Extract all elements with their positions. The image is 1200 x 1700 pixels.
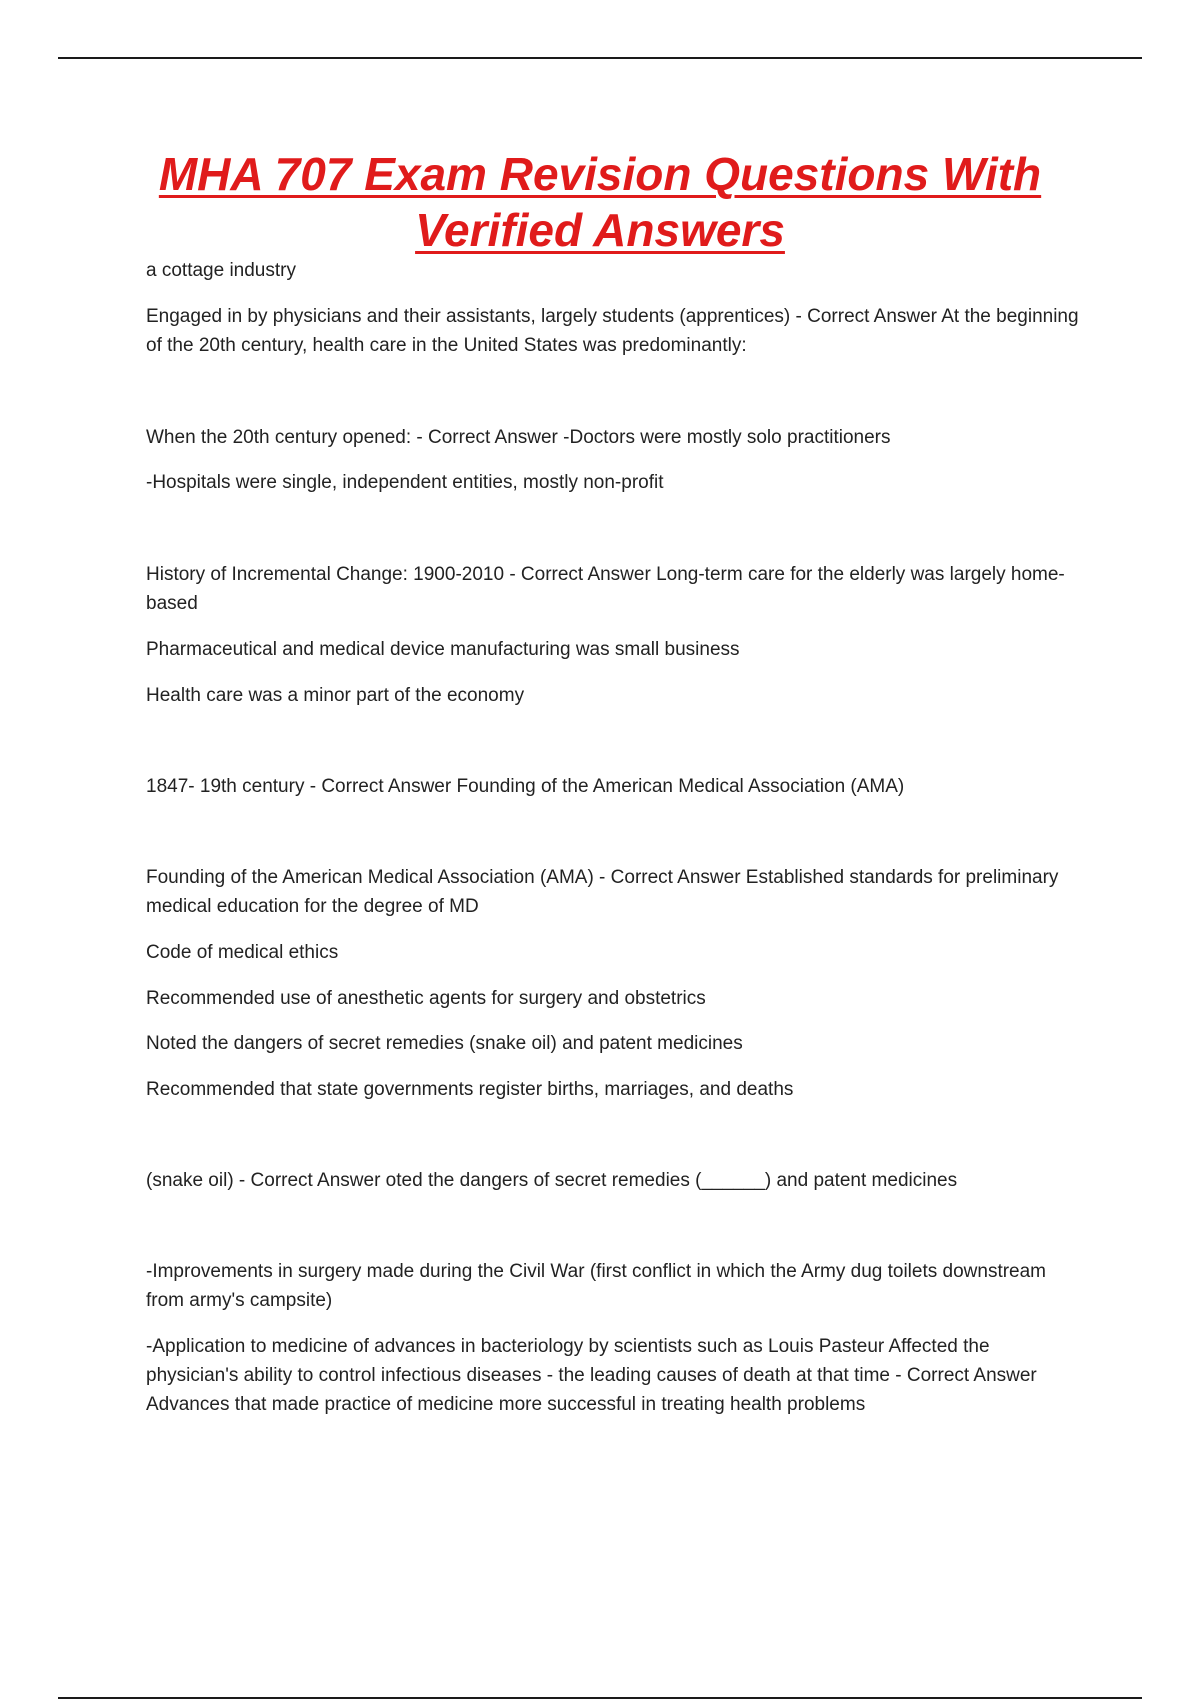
paragraph-13: Recommended that state governments register births, marriages, and deaths xyxy=(146,1079,794,1100)
paragraph-5: History of Incremental Change: 1900-2010 - Correct Answer Long-term care for the elderly was largely home-based xyxy=(146,564,1065,614)
document-title xyxy=(120,146,1080,258)
paragraph-15: -Improvements in surgery made during the Civil War (first conflict in which the Army dug toilets downstream from army's campsite) xyxy=(146,1261,1047,1311)
title-line-1: MHA 707 Exam Revision Questions With xyxy=(158,148,1042,200)
paragraph-9: Founding of the American Medical Association (AMA) - Correct Answer Established standards for preliminary medical education for the degree of MD xyxy=(146,867,1059,917)
paragraph-16: -Application to medicine of advances in bacteriology by scientists such as Louis Pasteur Affected the physician's ability to control infectious diseases - the leading causes of death at that time - Correct Answer Advances that made practice of medicine more successful in treating health problems xyxy=(146,1336,1037,1415)
paragraph-1: a cottage industry xyxy=(146,260,296,281)
title-line-2: Verified Answers xyxy=(415,204,785,256)
paragraph-6: Pharmaceutical and medical device manufacturing was small business xyxy=(146,639,740,660)
paragraph-10: Code of medical ethics xyxy=(146,942,339,963)
paragraph-12: Noted the dangers of secret remedies (snake oil) and patent medicines xyxy=(146,1033,743,1054)
paragraph-14: (snake oil) - Correct Answer oted the dangers of secret remedies (______) and patent medicines xyxy=(146,1170,958,1191)
paragraph-3: When the 20th century opened: - Correct Answer -Doctors were mostly solo practitioners xyxy=(146,427,891,448)
paragraph-2: Engaged in by physicians and their assistants, largely students (apprentices) - Correct Answer At the beginning of the 20th century, health care in the United States was predominantly: xyxy=(146,306,1079,356)
paragraph-8: 1847- 19th century - Correct Answer Founding of the American Medical Association (AMA) xyxy=(146,776,905,797)
top-rule xyxy=(58,57,1142,59)
paragraph-7: Health care was a minor part of the economy xyxy=(146,685,525,706)
bottom-rule xyxy=(58,1697,1142,1699)
paragraph-4: -Hospitals were single, independent entities, mostly non-profit xyxy=(146,472,664,493)
paragraph-11: Recommended use of anesthetic agents for surgery and obstetrics xyxy=(146,988,706,1009)
